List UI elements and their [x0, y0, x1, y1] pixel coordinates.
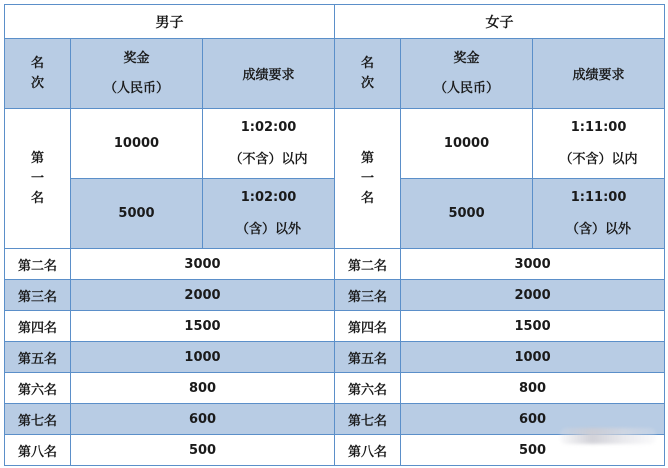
men-rank-cell: 第四名	[5, 311, 71, 342]
women-rank-cell: 第五名	[335, 342, 401, 373]
women-prize-header: 奖金 （人民币）	[401, 39, 533, 109]
watermark-blur	[560, 428, 656, 444]
men-rank-header: 名 次	[5, 39, 71, 109]
women-rank-cell: 第三名	[335, 280, 401, 311]
women-prize-cell: 1000	[401, 342, 665, 373]
women-first-b-req: 1:11:00 （含）以外	[533, 179, 665, 249]
women-req-header: 成绩要求	[533, 39, 665, 109]
women-prize-cell: 500	[401, 435, 665, 466]
women-prize-cell: 800	[401, 373, 665, 404]
table-row	[5, 249, 665, 280]
men-prize-cell: 600	[71, 404, 335, 435]
women-rank-cell: 第七名	[335, 404, 401, 435]
women-prize-cell: 3000	[401, 249, 665, 280]
men-first-place-label: 第 一 名	[5, 109, 71, 249]
men-req-header: 成绩要求	[203, 39, 335, 109]
women-rank-header: 名 次	[335, 39, 401, 109]
table-row	[5, 373, 665, 404]
men-rank-cell: 第七名	[5, 404, 71, 435]
men-prize-cell: 1500	[71, 311, 335, 342]
women-rank-cell: 第二名	[335, 249, 401, 280]
men-prize-cell: 2000	[71, 280, 335, 311]
men-prize-header: 奖金 （人民币）	[71, 39, 203, 109]
women-rank-cell: 第四名	[335, 311, 401, 342]
men-first-a-prize: 10000	[71, 109, 203, 179]
men-rank-cell: 第八名	[5, 435, 71, 466]
men-prize-cell: 3000	[71, 249, 335, 280]
women-prize-cell: 2000	[401, 280, 665, 311]
women-first-a-prize: 10000	[401, 109, 533, 179]
men-rank-cell: 第二名	[5, 249, 71, 280]
men-prize-cell: 800	[71, 373, 335, 404]
women-rank-cell: 第六名	[335, 373, 401, 404]
men-title: 男子	[5, 5, 335, 39]
women-first-a-req: 1:11:00 （不含）以内	[533, 109, 665, 179]
men-rank-cell: 第三名	[5, 280, 71, 311]
women-first-place-label: 第 一 名	[335, 109, 401, 249]
women-rank-cell: 第八名	[335, 435, 401, 466]
men-first-b-prize: 5000	[71, 179, 203, 249]
women-prize-cell: 600	[401, 404, 665, 435]
women-first-b-prize: 5000	[401, 179, 533, 249]
men-first-a-req: 1:02:00 （不含）以内	[203, 109, 335, 179]
women-title: 女子	[335, 5, 665, 39]
table-row	[5, 311, 665, 342]
table-row	[5, 280, 665, 311]
table-row	[5, 342, 665, 373]
men-prize-cell: 500	[71, 435, 335, 466]
men-first-b-req: 1:02:00 （含）以外	[203, 179, 335, 249]
men-rank-cell: 第五名	[5, 342, 71, 373]
men-prize-cell: 1000	[71, 342, 335, 373]
prize-table	[4, 4, 665, 466]
men-rank-cell: 第六名	[5, 373, 71, 404]
women-prize-cell: 1500	[401, 311, 665, 342]
